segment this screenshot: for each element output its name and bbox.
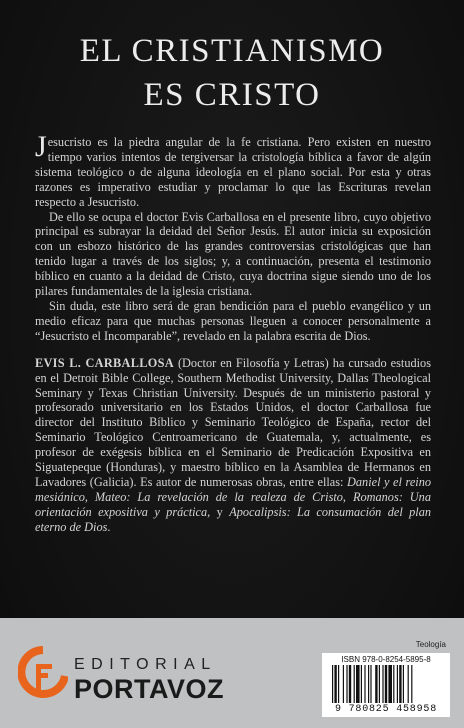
work-title: Romanos: Una orientación expositiva y práctica: [35, 489, 431, 519]
genre-label: Teología: [415, 640, 446, 649]
blurb-paragraph-3: Sin duda, este libro será de gran bendición para el pueblo evangélico y un medio eficaz para que muchas personas lleguen a conocer personalmente a “Jesucristo el Incomparable”, revelado en la palabra escrita de Dios.: [35, 298, 431, 343]
publisher-line2: PORTAVOZ: [74, 674, 224, 704]
blurb-paragraph-1-text: esucristo es la piedra angular de la fe cristiana. Pero existen en nuestro tiempo varios intentos de tergiversar la cristología bíblica a favor de algún sistema teológico o de alguna ideología en el plano social. Por esta y otras razones es imperativo estudiar y proclamar lo que las Escrituras revelan respecto a Jesucristo.: [35, 135, 431, 209]
work-title: Mateo: La revelación de la realeza de Cristo: [94, 489, 343, 504]
isbn-text: ISBN 978-0-8254-5895-8: [341, 655, 431, 664]
barcode-bars: [332, 665, 440, 703]
barcode-digits: 9 780825 458958: [334, 704, 437, 715]
book-title-line1: EL CRISTIANISMO: [79, 33, 385, 69]
book-title-line2: ES CRISTO: [143, 77, 321, 113]
separator: , y: [207, 504, 230, 519]
blurb: [35, 130, 431, 535]
work-title: Daniel y el reino mesiánico: [35, 474, 431, 504]
author-bio: [35, 356, 431, 535]
separator: ,: [84, 489, 95, 504]
work-title: Apocalipsis: La consumación del plan eterno de Dios: [35, 504, 431, 534]
author-bio-text: (Doctor en Filosofía y Letras) ha cursado estudios en el Detroit Bible College, Southern Methodist University, Dallas Theological Seminary y Texas Christian University. Después de un ministerio pastoral y profesorado universitario en los Estados Unidos, el doctor Carballosa fue director del Instituto Bíblico y Seminario Teológico de España, rector del Seminario Teológico Centroamericano de Guatemala, y, actualmente, es profesor de exégesis bíblica en el Seminario de Predicación Expositiva en Siguatepeque (Honduras), y maestro bíblico en la Asamblea de Hermanos en Lavadores (Galicia). Es autor de numerosas obras, entre ellas:: [35, 355, 431, 489]
author-name: EVIS L. CARBALLOSA: [35, 355, 174, 370]
drop-cap: J: [35, 130, 47, 163]
blurb-paragraph-2: De ello se ocupa el doctor Evis Carballosa en el presente libro, cuyo objetivo principal es subrayar la deidad del Señor Jesús. El autor inicia su exposición con un esbozo histórico de las grandes controversias cristológicas que han tenido lugar a través de los siglos; y, a continuación, presenta el testimonio bíblico en cuanto a la deidad de Cristo, cuya doctrina sigue siendo uno de los pilares fundamentales de la iglesia cristiana.: [35, 209, 431, 299]
separator: .: [107, 519, 111, 534]
barcode: [322, 653, 450, 717]
blurb-paragraph-1: [35, 130, 431, 210]
publisher-line1: EDITORIAL: [74, 656, 217, 673]
portavoz-logo-icon: [18, 646, 68, 706]
separator: ,: [342, 489, 353, 504]
